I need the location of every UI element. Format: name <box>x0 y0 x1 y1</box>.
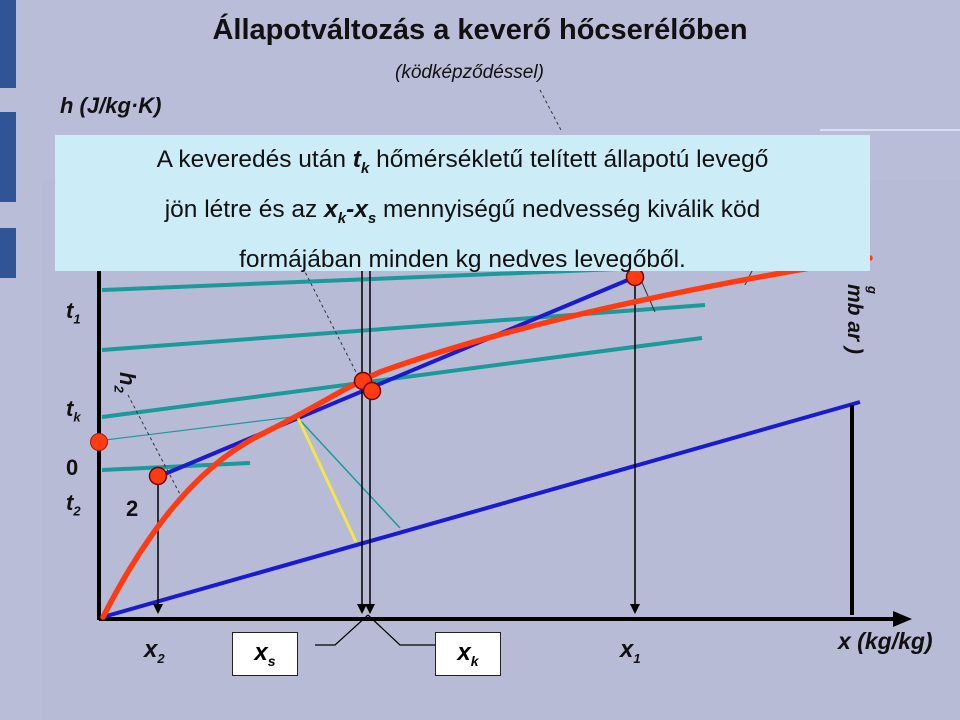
point-saturated <box>364 383 381 400</box>
right-rotated-g: g <box>865 286 880 294</box>
subtitle-pointer <box>540 90 562 132</box>
point-tk-axis <box>91 434 108 451</box>
label-x2: $x_2$ <box>144 636 165 666</box>
label-t1: $t_1$ <box>66 298 81 327</box>
label-h2: $h_2$ <box>111 372 140 393</box>
right-rotated-label: mb ar ) <box>843 284 866 355</box>
point-2 <box>150 468 167 485</box>
box-xs: $x_s$ <box>232 632 298 676</box>
label-zero: 0 <box>66 455 79 480</box>
label-x1: $x_1$ <box>620 636 641 666</box>
label-point-2: 2 <box>126 496 139 521</box>
slide-title: Állapotváltozás a keverő hőcserélőben <box>212 14 748 46</box>
label-t2: $t_2$ <box>66 490 81 519</box>
y-axis-label: h (J/kg·K) <box>60 93 162 118</box>
x-axis-label: x (kg/kg) <box>838 628 933 654</box>
explanation-note: A keveredés után $t_k$ hőmérsékletű telített állapotú levegő jön létre és az $x_k-x_s$ mennyiségű nedvesség kiválik köd formájában minden kg nedves levegőből. <box>55 135 870 271</box>
box-xk: $x_k$ <box>435 632 501 676</box>
label-tk: $t_k$ <box>66 396 81 425</box>
slide-subtitle: (ködképződéssel) <box>395 62 544 83</box>
